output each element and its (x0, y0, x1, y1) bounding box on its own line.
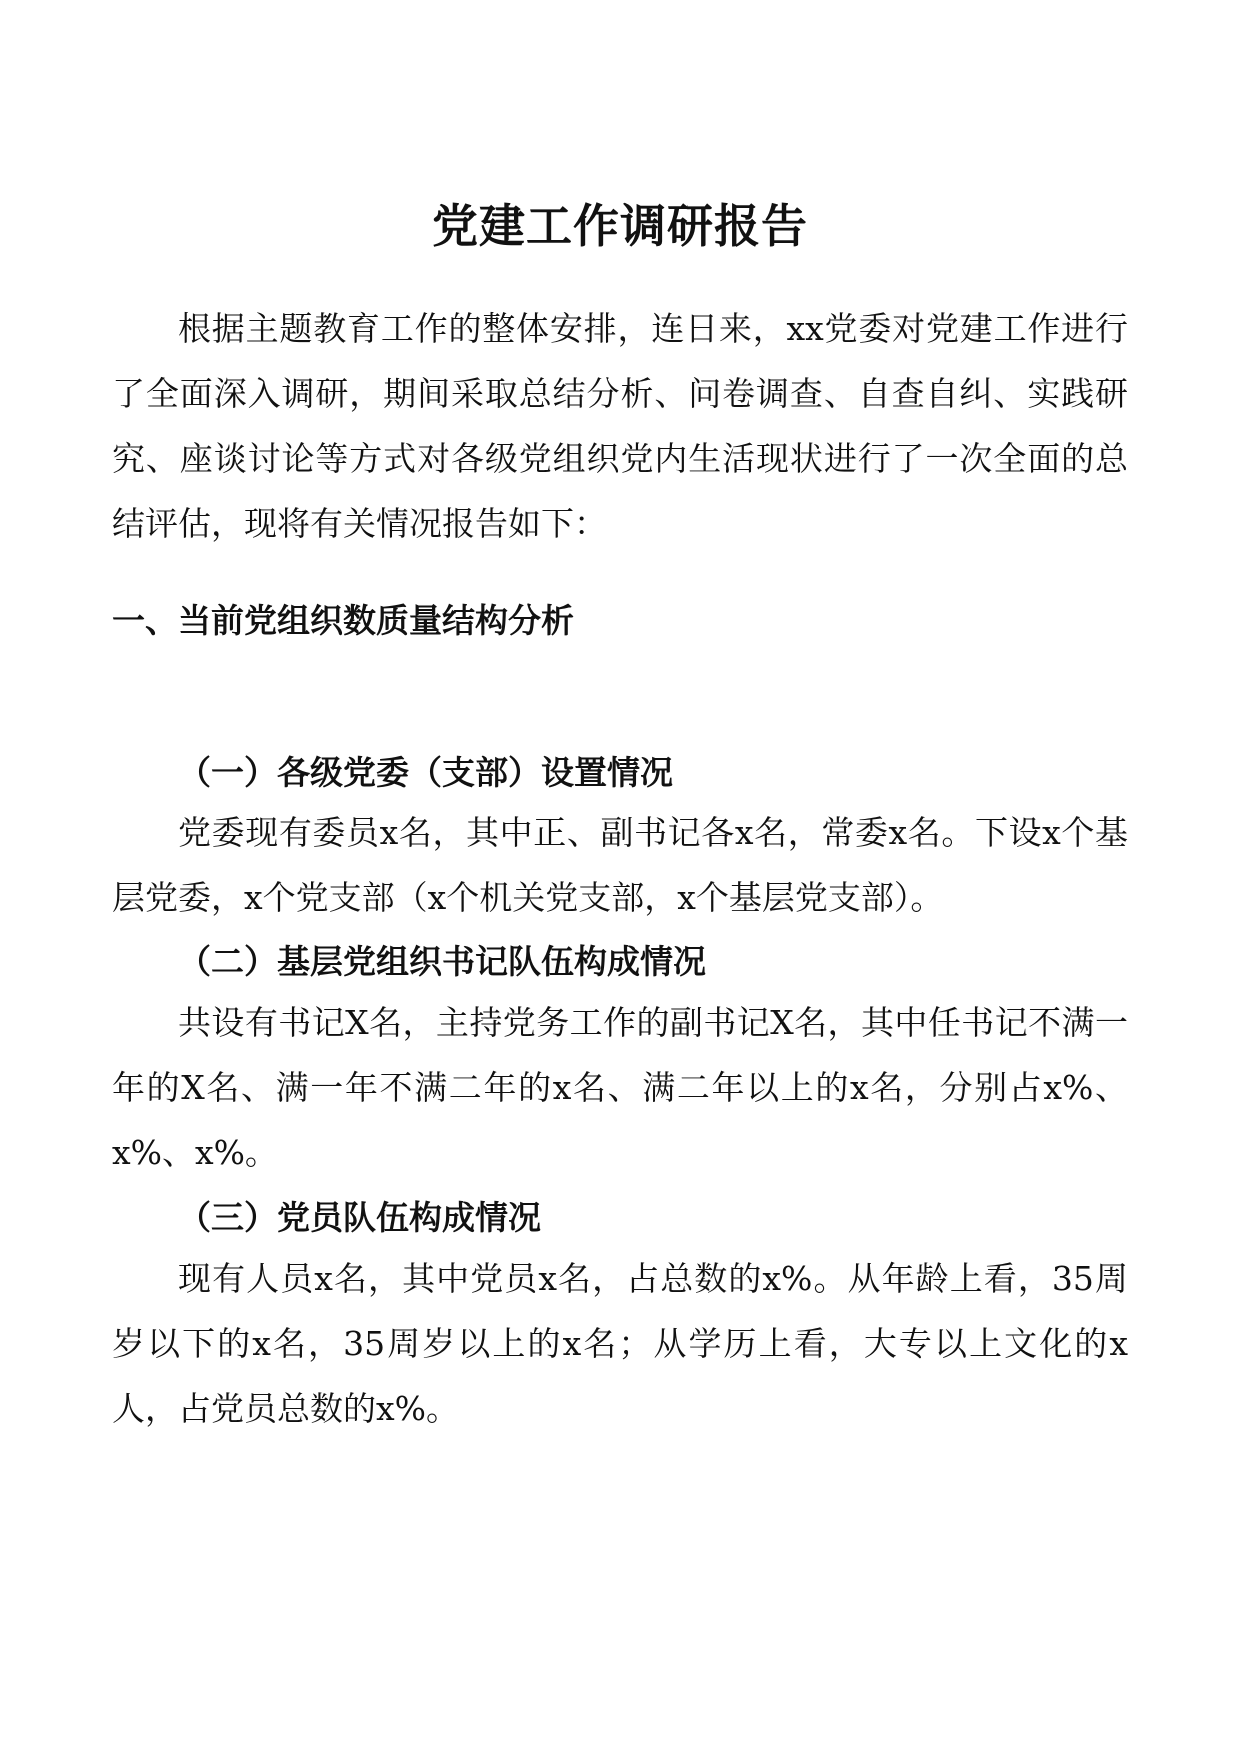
subsection-body-3: 现有人员x名，其中党员x名，占总数的x%。从年龄上看，35周岁以下的x名，35周岁以上的x名；从学历上看，大专以上文化的x人，占党员总数的x%。 (112, 1259, 1128, 1428)
subsection-heading-1: （一）各级党委（支部）设置情况 (178, 753, 673, 792)
subsection-heading-2: （二）基层党组织书记队伍构成情况 (178, 942, 706, 981)
subsection-body-1: 党委现有委员x名，其中正、副书记各x名，常委x名。下设x个基层党委，x个党支部（x个机关党支部，x个基层党支部）。 (112, 813, 1128, 917)
section-heading: 一、当前党组织数质量结构分析 (112, 601, 574, 640)
subsection-body-2: 共设有书记X名，主持党务工作的副书记X名，其中任书记不满一年的X名、满一年不满二年的x名、满二年以上的x名，分别占x%、x%、x%。 (112, 1003, 1128, 1172)
intro-paragraph: 根据主题教育工作的整体安排，连日来，xx党委对党建工作进行了全面深入调研，期间采取总结分析、问卷调查、自查自纠、实践研究、座谈讨论等方式对各级党组织党内生活现状进行了一次全面的总结评估，现将有关情况报告如下： (112, 309, 1128, 543)
document-title: 党建工作调研报告 (432, 199, 808, 253)
subsection-heading-3: （三）党员队伍构成情况 (178, 1198, 541, 1237)
